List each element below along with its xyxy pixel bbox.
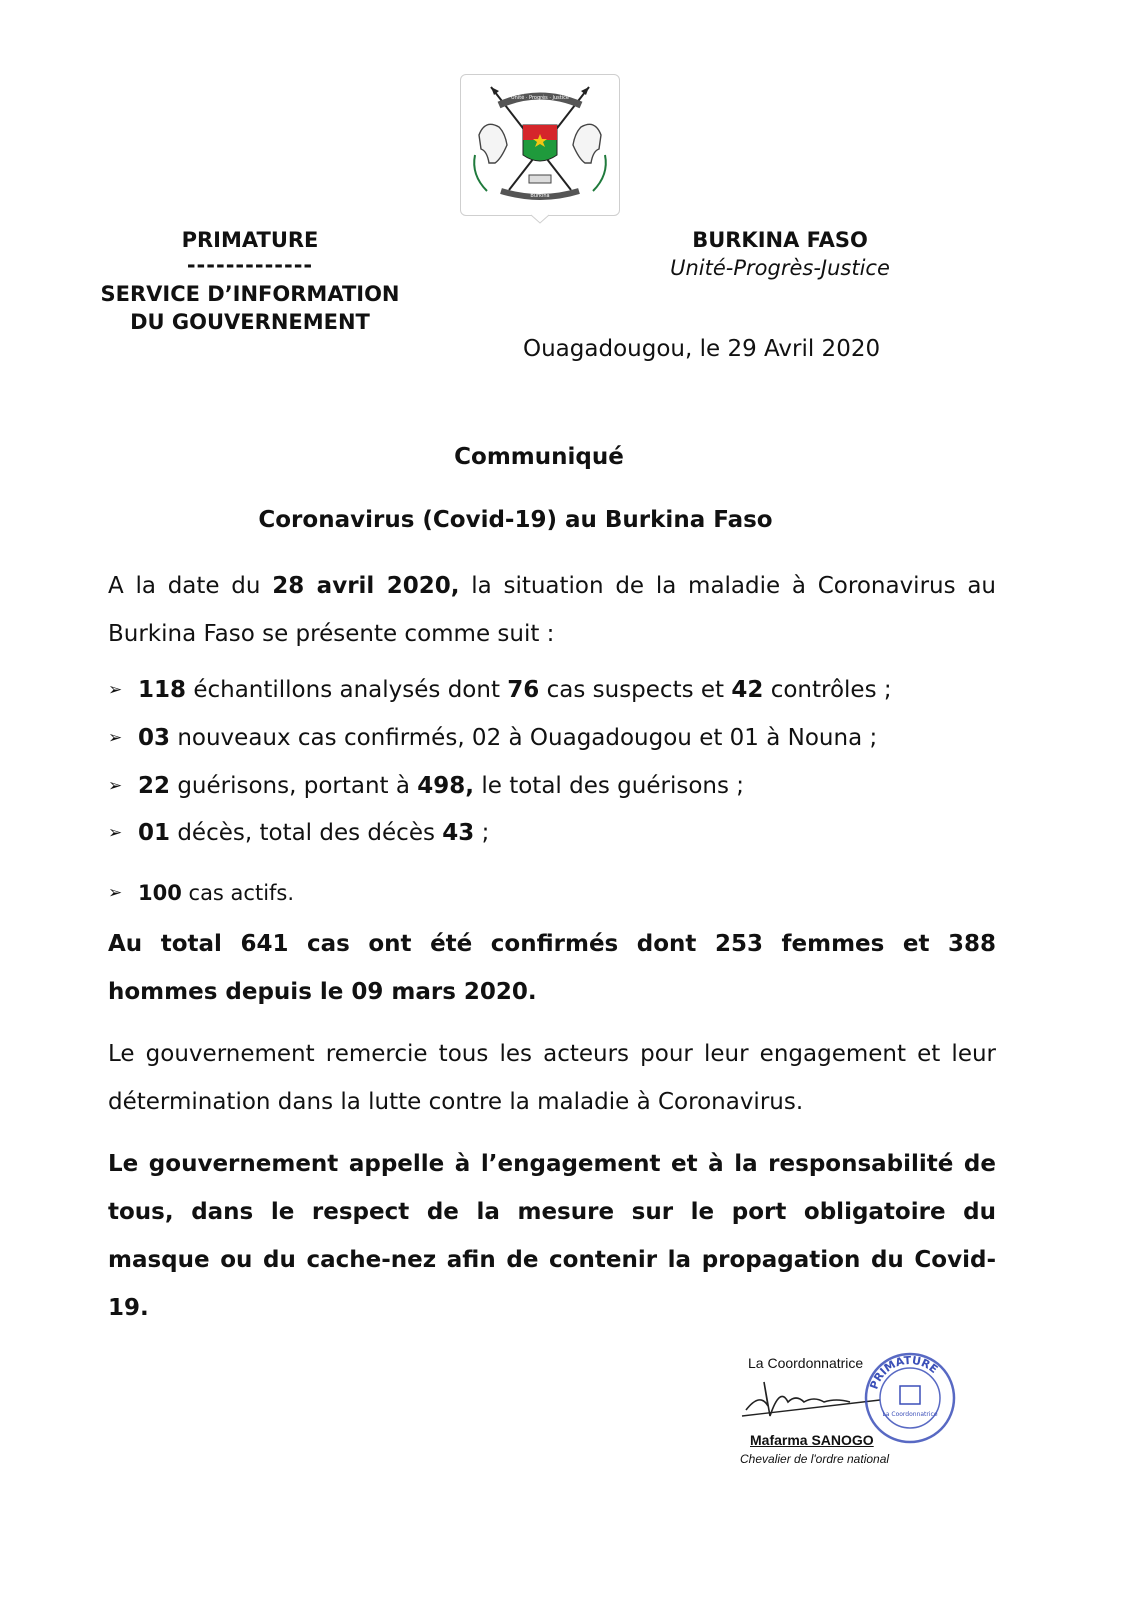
bullet-number: 118 — [138, 677, 187, 703]
bullet-item — [108, 878, 294, 908]
header-burkina-faso: BURKINA FASO — [692, 228, 868, 252]
arrow-bullet-icon: ➢ — [108, 728, 123, 748]
arrow-bullet-icon: ➢ — [108, 680, 123, 700]
bullet-number: 498, — [417, 773, 475, 799]
signatory-name: Mafarma SANOGO — [750, 1432, 874, 1448]
signatory-distinction: Chevalier de l'ordre national — [740, 1452, 890, 1466]
arrow-bullet-icon: ➢ — [108, 823, 123, 843]
bullet-text: cas suspects et — [539, 677, 732, 703]
bullet-number: 43 — [442, 820, 475, 846]
bullet-text: guérisons, portant à — [170, 773, 418, 799]
stamp-text: PRIMATURE — [867, 1353, 941, 1392]
signature-title: La Coordonnatrice — [748, 1355, 864, 1371]
bullet-text: le total des guérisons ; — [474, 773, 745, 799]
official-stamp — [862, 1350, 958, 1446]
bullet-number: 22 — [138, 773, 171, 799]
coat-of-arms-icon — [461, 75, 619, 225]
intro-date: 28 avril 2020, — [272, 573, 460, 599]
header-primature: PRIMATURE — [181, 228, 319, 252]
header-separator: ------------- — [186, 253, 314, 277]
bullet-number: 42 — [731, 677, 764, 703]
bullet-text: contrôles ; — [763, 677, 892, 703]
bullet-number: 100 — [138, 881, 182, 905]
emblem-banner-top: Unité · Progrès · Justice — [511, 95, 569, 101]
bullet-item — [108, 675, 892, 705]
total-line-1: Au total 641 cas ont été confirmés dont 253 femmes et 388 — [108, 931, 996, 957]
intro-text-1: A la date du — [108, 573, 273, 599]
page-subtitle: Coronavirus (Covid-19) au Burkina Faso — [258, 507, 773, 533]
header-motto: Unité-Progrès-Justice — [670, 256, 890, 280]
bullet-item — [108, 771, 744, 801]
thanks-paragraph: Le gouvernement remercie tous les acteurs pour leur engagement et leur détermination dans la lutte contre la maladie à Coronavirus. — [108, 1041, 996, 1115]
stamp-inner-text: La Coordonnatrice — [882, 1411, 938, 1418]
header-gouvernement: DU GOUVERNEMENT — [130, 310, 370, 334]
emblem-banner-bottom: Burkina — [530, 193, 550, 199]
bullet-number: 76 — [507, 677, 540, 703]
total-line-2: hommes depuis le 09 mars 2020. — [108, 979, 537, 1005]
intro-text-2: la situation de la maladie à Coronavirus au Burkina Faso se présente comme suit : — [108, 573, 996, 647]
bullet-number: 03 — [138, 725, 171, 751]
bullet-text: décès, total des décès — [170, 820, 443, 846]
intro-paragraph — [108, 562, 996, 658]
bullet-text: ; — [474, 820, 490, 846]
bullet-text: nouveaux cas confirmés, 02 à Ouagadougou et 01 à Nouna ; — [170, 725, 878, 751]
bullet-text: cas actifs. — [181, 881, 295, 905]
arrow-bullet-icon: ➢ — [108, 776, 123, 796]
coat-of-arms — [460, 74, 620, 216]
bullet-number: 01 — [138, 820, 171, 846]
bullet-text: échantillons analysés dont — [186, 677, 508, 703]
page-title: Communiqué — [454, 444, 624, 470]
date-line: Ouagadougou, le 29 Avril 2020 — [523, 336, 881, 362]
header-service-information: SERVICE D’INFORMATION — [100, 282, 400, 306]
bullet-item — [108, 818, 489, 848]
arrow-bullet-icon: ➢ — [108, 883, 123, 903]
appeal-paragraph: Le gouvernement appelle à l’engagement et à la responsabilité de tous, dans le respect de la mesure sur le port obligatoire du masque ou du cache-nez afin de contenir la propagation du Covid-19. — [108, 1151, 996, 1321]
bullet-item — [108, 723, 877, 753]
